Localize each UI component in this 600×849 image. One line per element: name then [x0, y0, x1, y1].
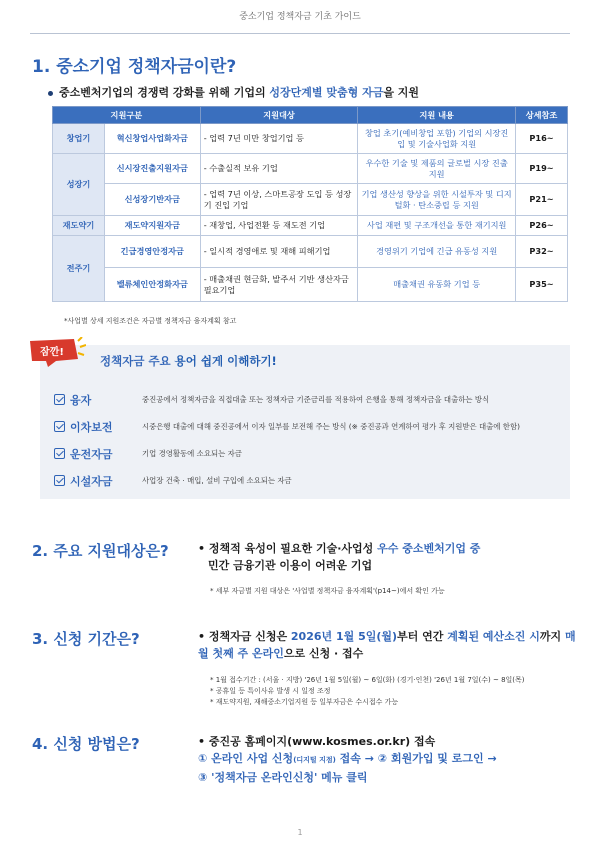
- section3-body-a: • 정책자금 신청은: [198, 630, 291, 643]
- target-cell: - 수출실적 보유 기업: [200, 154, 358, 184]
- table-header: 지원대상: [200, 107, 358, 124]
- section1-lead: [48, 84, 419, 100]
- section3-body-hl2: 계획된 예산소진 시: [447, 630, 540, 643]
- section3-note: * 1월 접수기간 : (서울 · 지방) '26년 1월 5일(월) ~ 6일(화) (경기·인천) '26년 1월 7일(수) ~ 8일(목): [210, 676, 525, 684]
- glossary-title-hl: 용어 쉽게 이해하기!: [174, 354, 277, 368]
- section4-title: 4. 신청 방법은?: [32, 735, 140, 753]
- table-row: [53, 184, 568, 216]
- section3-body-c: 까지: [539, 630, 565, 643]
- section4-steps: [198, 750, 568, 769]
- glossary-title-a: 정책자금 주요: [100, 354, 175, 368]
- table-header: 상세참조: [516, 107, 568, 124]
- table-row: [53, 236, 568, 268]
- program-cell: 재도약지원자금: [104, 216, 200, 236]
- program-cell: 신시장진출지원자금: [104, 154, 200, 184]
- section3-note: * 재도약지원, 재해중소기업지원 등 일부자금은 수시접수 가능: [210, 698, 399, 706]
- glossary-term: [54, 470, 292, 490]
- table-row: [53, 216, 568, 236]
- section2-line1: [198, 540, 480, 557]
- content-cell: 창업 초기(예비창업 포함) 기업의 시장진입 및 기술사업화 지원: [358, 124, 516, 154]
- term-name: 융자: [70, 393, 92, 407]
- section3-note: * 공휴일 등 특이사유 발생 시 일정 조정: [210, 687, 331, 695]
- section1-title-a: 1. 중소기업: [32, 57, 128, 77]
- content-cell: 사업 재편 및 구조개선을 통한 재기지원: [358, 216, 516, 236]
- section4-line1: • 중진공 홈페이지(www.kosmes.or.kr) 접속: [198, 735, 436, 748]
- term-desc: 기업 경영활동에 소요되는 자금: [142, 449, 242, 458]
- content-cell: 매출채권 유동화 기업 등: [358, 268, 516, 302]
- target-cell: - 재창업, 사업전환 등 재도전 기업: [200, 216, 358, 236]
- term-desc: 중진공에서 정책자금을 직접대출 또는 정책자금 기준금리를 적용하여 은행을 통해 정책자금을 대출하는 방식: [142, 395, 490, 404]
- section3-body-d: 으로 신청 · 접수: [283, 647, 364, 660]
- section3-body-b: 부터 연간: [397, 630, 448, 643]
- header-divider: [30, 33, 570, 34]
- program-cell: 긴급경영안정자금: [104, 236, 200, 268]
- ref-cell: P16~: [516, 124, 568, 154]
- table-footnote: *사업별 상세 지원조건은 자금별 정책자금 융자계획 참고: [64, 317, 237, 325]
- checkbox-icon: [54, 394, 65, 405]
- support-table: [52, 106, 568, 302]
- section3-body-hl1: 2026년 1월 5일(월): [290, 630, 398, 643]
- glossary-term: [54, 443, 242, 463]
- section4-step1: ① 온라인 사업 신청: [198, 752, 294, 765]
- page-number: 1: [297, 828, 303, 837]
- lead-hl: 성장단계별 맞춤형 자금: [269, 86, 384, 99]
- term-desc: 사업장 건축 · 매입, 설비 구입에 소요되는 자금: [142, 476, 292, 485]
- glossary-term: [54, 416, 520, 436]
- section2-body-a: • 정책적 육성이 필요한 기술·사업성: [198, 542, 378, 555]
- table-row: [53, 268, 568, 302]
- badge-label: 잠깐!: [40, 347, 64, 358]
- program-cell: 밸류체인안정화자금: [104, 268, 200, 302]
- term-name: 이차보전: [70, 420, 113, 434]
- program-cell: 혁신창업사업화자금: [104, 124, 200, 154]
- section4-step3: ③ '정책자금 온라인신청' 메뉴 클릭: [198, 771, 368, 784]
- table-row: [53, 124, 568, 154]
- ref-cell: P19~: [516, 154, 568, 184]
- term-name: 시설자금: [70, 474, 113, 488]
- table-header: 지원 내용: [358, 107, 516, 124]
- section1-title-b: 이란?: [193, 57, 237, 77]
- content-cell: 경영위기 기업에 긴급 유동성 지원: [358, 236, 516, 268]
- term-desc: 시중은행 대출에 대해 중진공에서 이자 일부를 보전해 주는 방식 (※ 중진공과 연계하여 평가 후 지원받은 대출에 한함): [142, 422, 520, 431]
- target-cell: - 매출채권 현금화, 발주서 기반 생산자금 필요기업: [200, 268, 358, 302]
- lead-a: 중소벤처기업의 경쟁력 강화를 위해 기업의: [59, 86, 270, 99]
- table-row: [53, 154, 568, 184]
- section2-body-hl: 우수 중소벤처기업 중: [377, 542, 481, 555]
- stage-cell: 창업기: [53, 124, 105, 154]
- target-cell: - 업력 7년 미만 창업기업 등: [200, 124, 358, 154]
- term-name: 운전자금: [70, 447, 113, 461]
- table-header-row: [53, 107, 568, 124]
- glossary-box: [40, 345, 570, 499]
- ref-cell: P26~: [516, 216, 568, 236]
- checkbox-icon: [54, 448, 65, 459]
- section1-title: [32, 52, 236, 77]
- section2-body: [198, 540, 480, 574]
- section4-step1-b: 접속 → ② 회원가입 및 로그인 →: [335, 752, 497, 765]
- glossary-term: [54, 389, 489, 409]
- badge-icon: [26, 337, 86, 367]
- section3-body-hl3: 매월 첫째 주 온라인: [198, 630, 576, 660]
- glossary-title: [100, 353, 277, 369]
- table-header: 지원구분: [53, 107, 201, 124]
- ref-cell: P32~: [516, 236, 568, 268]
- section3-title: 3. 신청 기간은?: [32, 630, 140, 648]
- section2-note: * 세부 자금별 지원 대상은 '사업별 정책자금 융자계획'(p14~)에서 확인 가능: [210, 587, 445, 595]
- stage-cell: 전주기: [53, 236, 105, 302]
- section2-title: 2. 주요 지원대상은?: [32, 542, 169, 560]
- page-header: 중소기업 정책자금 기초 가이드: [239, 12, 361, 22]
- content-cell: 기업 생산성 향상을 위한 시설투자 및 디지털화 · 탄소중립 등 지원: [358, 184, 516, 216]
- section3-notes: [210, 675, 525, 708]
- section3-body: [198, 628, 578, 662]
- content-cell: 우수한 기술 및 제품의 글로벌 시장 진출 지원: [358, 154, 516, 184]
- section4-body: [198, 733, 568, 786]
- stage-cell: 성장기: [53, 154, 105, 216]
- lead-b: 을 지원: [383, 86, 420, 99]
- section4-step1-small: (디지털 지점): [293, 756, 336, 764]
- stage-cell: 재도약기: [53, 216, 105, 236]
- target-cell: - 업력 7년 이상, 스마트공장 도입 등 성장기 진입 기업: [200, 184, 358, 216]
- ref-cell: P35~: [516, 268, 568, 302]
- target-cell: - 일시적 경영애로 및 재해 피해기업: [200, 236, 358, 268]
- ref-cell: P21~: [516, 184, 568, 216]
- checkbox-icon: [54, 421, 65, 432]
- section1-title-hl: 정책자금: [127, 57, 194, 77]
- section2-body-b: 민간 금융기관 이용이 어려운 기업: [208, 559, 373, 572]
- bullet-icon: [48, 91, 53, 96]
- checkbox-icon: [54, 475, 65, 486]
- program-cell: 신성장기반자금: [104, 184, 200, 216]
